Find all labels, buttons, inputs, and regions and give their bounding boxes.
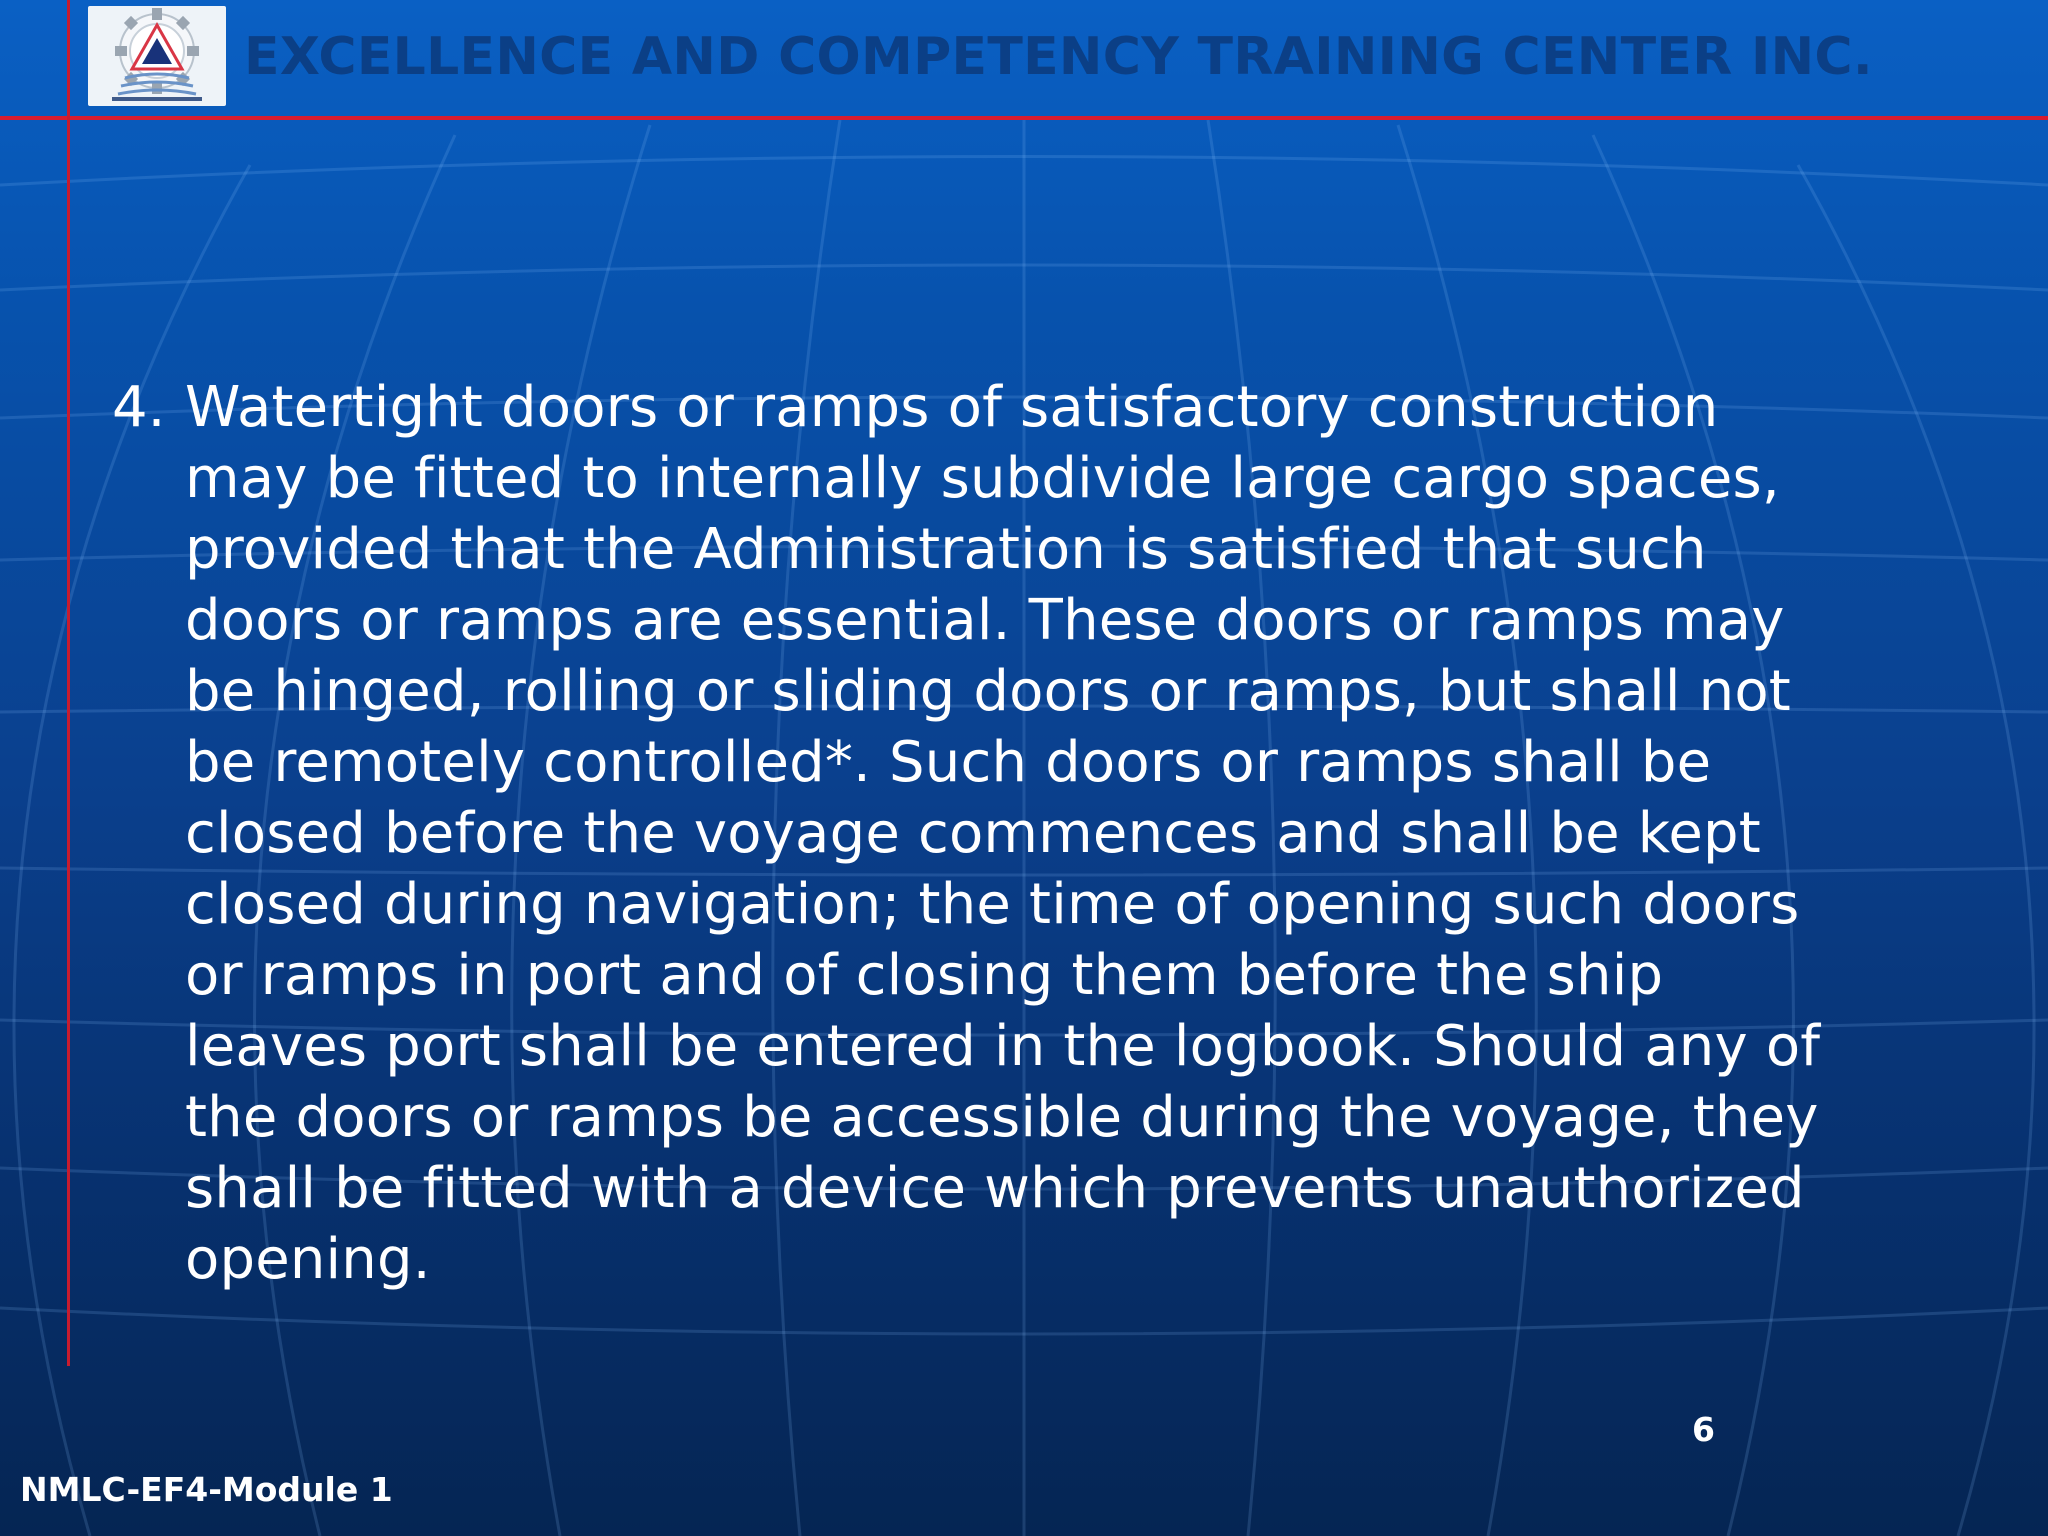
module-label: NMLC-EF4-Module 1 — [20, 1470, 393, 1509]
numbered-paragraph — [112, 372, 1992, 1295]
header-red-divider — [0, 116, 2048, 120]
paragraph-text: Watertight doors or ramps of satisfactory construction may be fitted to internally subdivide large cargo spaces, provided that the Administration is satisfied that such doors or ramps are essential. These doors or ramps may be hinged, rolling or sliding doors or ramps, but shall not be remotely controlled*. Such doors or ramps shall be closed before the voyage commences and shall be kept closed during navigation; the time of opening such doors or ramps in port and of closing them before the ship leaves port shall be entered in the logbook. Should any of the doors or ramps be accessible during the voyage, they shall be fitted with a device which prevents unauthorized opening. — [185, 375, 1821, 1292]
organization-logo-icon — [88, 6, 226, 106]
left-red-divider — [67, 0, 70, 1366]
slide-header — [0, 0, 2048, 118]
organization-title: EXCELLENCE AND COMPETENCY TRAINING CENTER INC. — [244, 27, 1873, 87]
page-number: 6 — [1692, 1410, 1715, 1449]
list-number: 4. — [112, 375, 166, 440]
